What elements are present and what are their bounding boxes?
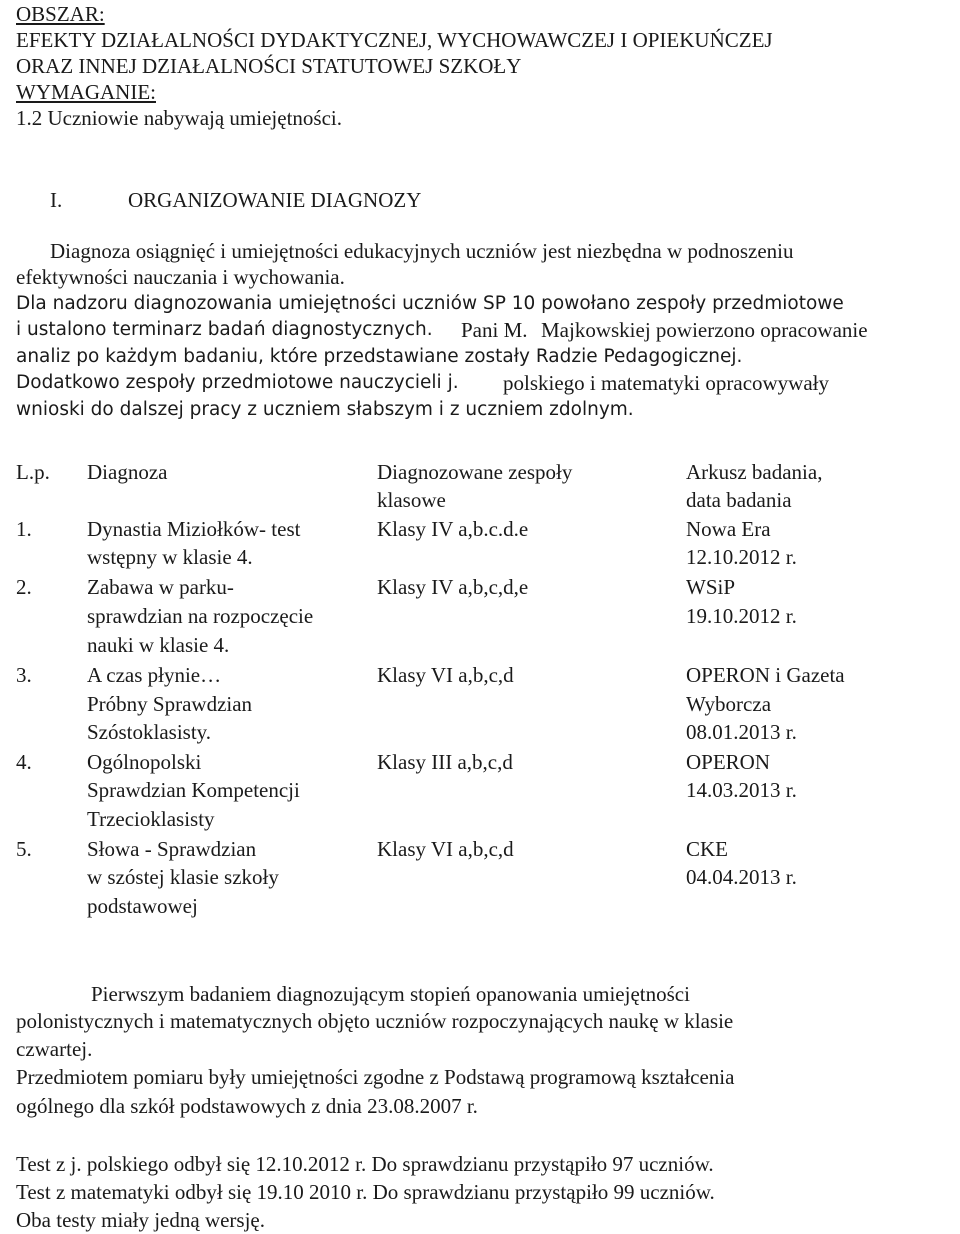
row-diagnoza-line: podstawowej — [87, 894, 198, 918]
summary-p1-line-3: czwartej. — [16, 1037, 93, 1061]
row-arkusz-line: 04.04.2013 r. — [686, 865, 797, 889]
intro-line-2: efektywności nauczania i wychowania. — [16, 265, 345, 289]
section-number: I. — [50, 188, 63, 212]
row-diagnoza-line: Trzecioklasisty — [87, 807, 215, 831]
table-header-diagnoza: Diagnoza — [87, 460, 168, 484]
intro-line-4: i ustalono terminarz badań diagnostycznych. — [16, 319, 433, 340]
row-arkusz-line: OPERON — [686, 750, 771, 774]
row-arkusz-line: Wyborcza — [686, 692, 772, 716]
row-diagnoza-line: wstępny w klasie 4. — [87, 545, 253, 569]
row-arkusz-line: 12.10.2012 r. — [686, 545, 797, 569]
row-diagnoza-line: Ogólnopolski — [87, 750, 202, 774]
row-lp: 1. — [16, 517, 32, 541]
row-zespoly: Klasy VI a,b,c,d — [377, 837, 514, 861]
row-arkusz-line: CKE — [686, 837, 728, 861]
row-arkusz-line: 08.01.2013 r. — [686, 720, 797, 744]
row-arkusz-line: 14.03.2013 r. — [686, 778, 797, 802]
row-lp: 5. — [16, 837, 32, 861]
row-diagnoza-line: Zabawa w parku- — [87, 575, 234, 599]
row-lp: 4. — [16, 750, 32, 774]
obszar-line-1: EFEKTY DZIAŁALNOŚCI DYDAKTYCZNEJ, WYCHOWAWCZEJ I OPIEKUŃCZEJ — [16, 28, 773, 52]
table-header-zespoly-1: Diagnozowane zespoły — [377, 460, 573, 484]
row-diagnoza-line: Próbny Sprawdzian — [87, 692, 253, 716]
row-zespoly: Klasy III a,b,c,d — [377, 750, 513, 774]
intro-line-5a: Pani M. — [461, 318, 528, 342]
table-header-zespoly-2: klasowe — [377, 488, 446, 512]
summary-p1-line-2: polonistycznych i matematycznych objęto uczniów rozpoczynających naukę w klasie — [16, 1009, 734, 1033]
row-diagnoza-line: Dynastia Miziołków- test — [87, 517, 301, 541]
summary-p2-line-1: Przedmiotem pomiaru były umiejętności zgodne z Podstawą programową kształcenia — [16, 1065, 735, 1089]
intro-line-8: wnioski do dalszej pracy z uczniem słabszym i z uczniem zdolnym. — [16, 399, 634, 420]
table-header-arkusz-2: data badania — [686, 488, 792, 512]
table-header-lp: L.p. — [16, 460, 50, 484]
table-header-arkusz-1: Arkusz badania, — [686, 460, 823, 484]
summary-test-matematyka: Test z matematyki odbył się 19.10 2010 r. Do sprawdzianu przystąpiło 99 uczniów. — [16, 1180, 715, 1204]
row-arkusz-line: Nowa Era — [686, 517, 771, 541]
intro-line-6: analiz po każdym badaniu, które przedstawiane zostały Radzie Pedagogicznej. — [16, 346, 743, 367]
obszar-label: OBSZAR: — [16, 2, 105, 26]
row-diagnoza-line: Słowa - Sprawdzian — [87, 837, 257, 861]
row-diagnoza-line: Sprawdzian Kompetencji — [87, 778, 300, 802]
wymaganie-value: 1.2 Uczniowie nabywają umiejętności. — [16, 106, 342, 130]
summary-p1-line-1: Pierwszym badaniem diagnozującym stopień opanowania umiejętności — [91, 982, 690, 1006]
intro-line-1: Diagnoza osiągnięć i umiejętności edukacyjnych uczniów jest niezbędna w podnoszeniu — [50, 239, 794, 263]
row-zespoly: Klasy IV a,b.c.d.e — [377, 517, 529, 541]
section-title: ORGANIZOWANIE DIAGNOZY — [128, 188, 422, 212]
row-arkusz-line: OPERON i Gazeta — [686, 663, 845, 687]
row-diagnoza-line: A czas płynie… — [87, 663, 222, 687]
row-diagnoza-line: sprawdzian na rozpoczęcie — [87, 604, 314, 628]
row-lp: 2. — [16, 575, 32, 599]
row-zespoly: Klasy VI a,b,c,d — [377, 663, 514, 687]
row-diagnoza-line: Szóstoklasisty. — [87, 720, 212, 744]
row-arkusz-line: WSiP — [686, 575, 736, 599]
intro-line-3: Dla nadzoru diagnozowania umiejętności uczniów SP 10 powołano zespoły przedmiotowe — [16, 293, 844, 314]
summary-p2-line-2: ogólnego dla szkół podstawowych z dnia 23.08.2007 r. — [16, 1094, 478, 1118]
summary-test-versions: Oba testy miały jedną wersję. — [16, 1208, 266, 1232]
wymaganie-label: WYMAGANIE: — [16, 80, 156, 104]
row-zespoly: Klasy IV a,b,c,d,e — [377, 575, 529, 599]
row-arkusz-line: 19.10.2012 r. — [686, 604, 797, 628]
row-diagnoza-line: nauki w klasie 4. — [87, 633, 230, 657]
row-diagnoza-line: w szóstej klasie szkoły — [87, 865, 279, 889]
intro-line-7b: polskiego i matematyki opracowywały — [503, 371, 830, 395]
intro-line-5b: Majkowskiej powierzono opracowanie — [541, 318, 868, 342]
obszar-line-2: ORAZ INNEJ DZIAŁALNOŚCI STATUTOWEJ SZKOŁY — [16, 54, 522, 78]
intro-line-7a: Dodatkowo zespoły przedmiotowe nauczycieli j. — [16, 372, 459, 393]
summary-test-polski: Test z j. polskiego odbył się 12.10.2012 r. Do sprawdzianu przystąpiło 97 uczniów. — [16, 1152, 714, 1176]
row-lp: 3. — [16, 663, 32, 687]
